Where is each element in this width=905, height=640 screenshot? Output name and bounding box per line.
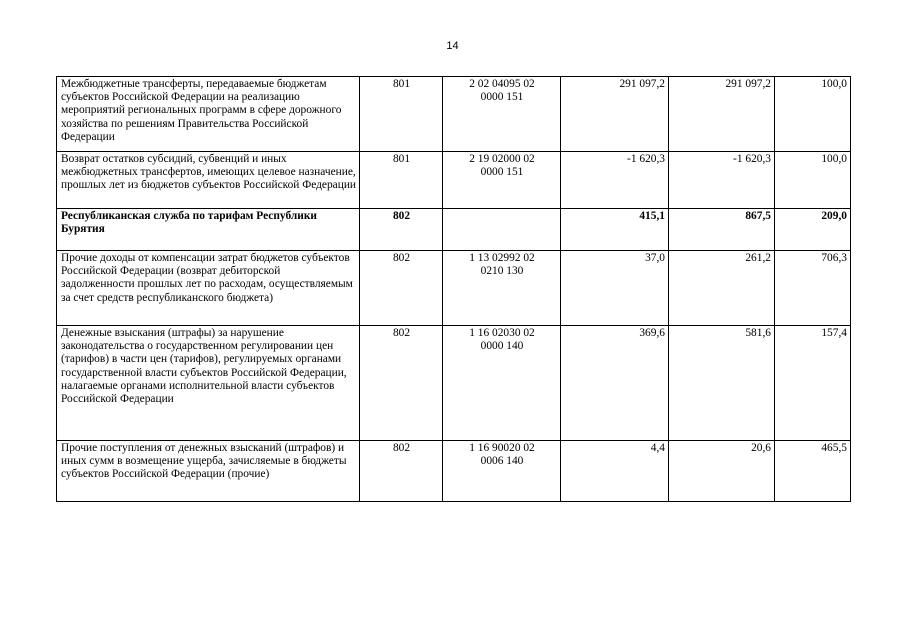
row-plan-value: -1 620,3 (561, 152, 669, 209)
table-row (57, 251, 851, 326)
budget-code-line-1: 1 16 90020 02 (469, 442, 535, 454)
row-percent-value: 706,3 (775, 251, 851, 326)
row-name: Межбюджетные трансферты, передаваемые бюджетам субъектов Российской Федерации на реализацию мероприятий региональных программ в сфере дорожного хозяйства по решениям Правительства Российской Федерации (57, 77, 360, 152)
row-budget-code (443, 441, 561, 502)
row-budget-code (443, 251, 561, 326)
row-budget-code (443, 152, 561, 209)
budget-code-line-2: 0000 151 (480, 166, 524, 179)
row-plan-value: 369,6 (561, 326, 669, 441)
row-name: Возврат остатков субсидий, субвенций и иных межбюджетных трансфертов, имеющих целевое назначение, прошлых лет из бюджетов субъектов Российской Федерации (57, 152, 360, 209)
row-actual-value: 867,5 (669, 209, 775, 251)
row-plan-value: 37,0 (561, 251, 669, 326)
row-name: Прочие доходы от компенсации затрат бюджетов субъектов Российской Федерации (возврат дебиторской задолженности прошлых лет по расходам, осуществляемым за счет средств республиканского бюджета) (57, 251, 360, 326)
row-budget-code (443, 326, 561, 441)
budget-code-line-1: 1 13 02992 02 (469, 252, 535, 264)
row-budget-code (443, 209, 561, 251)
row-actual-value: 20,6 (669, 441, 775, 502)
table-row-section-header (57, 209, 851, 251)
row-admin-code: 802 (360, 326, 443, 441)
budget-code-line-2: 0210 130 (480, 265, 524, 278)
row-admin-code: 802 (360, 209, 443, 251)
table-row (57, 441, 851, 502)
row-plan-value: 415,1 (561, 209, 669, 251)
row-actual-value: 261,2 (669, 251, 775, 326)
row-percent-value: 157,4 (775, 326, 851, 441)
budget-table (56, 76, 851, 502)
table-row (57, 77, 851, 152)
table-row (57, 152, 851, 209)
row-actual-value: 581,6 (669, 326, 775, 441)
row-name: Прочие поступления от денежных взысканий (штрафов) и иных сумм в возмещение ущерба, зачисляемые в бюджеты субъектов Российской Федерации (прочие) (57, 441, 360, 502)
row-name: Денежные взыскания (штрафы) за нарушение законодательства о государственном регулировании цен (тарифов) в части цен (тарифов), регулируемых органами государственной власти субъектов Российской Федерации, налагаемые органами исполнительной власти субъектов Российской Федерации (57, 326, 360, 441)
row-percent-value: 100,0 (775, 77, 851, 152)
budget-code-line-2: 0006 140 (480, 455, 524, 468)
page-number: 14 (446, 40, 459, 52)
budget-code-line-2: 0000 140 (480, 340, 524, 353)
row-actual-value: -1 620,3 (669, 152, 775, 209)
row-admin-code: 801 (360, 77, 443, 152)
row-budget-code (443, 77, 561, 152)
row-percent-value: 209,0 (775, 209, 851, 251)
row-name: Республиканская служба по тарифам Республики Бурятия (57, 209, 360, 251)
row-plan-value: 291 097,2 (561, 77, 669, 152)
row-actual-value: 291 097,2 (669, 77, 775, 152)
budget-code-line-1: 2 19 02000 02 (469, 153, 535, 165)
row-percent-value: 100,0 (775, 152, 851, 209)
table-row (57, 326, 851, 441)
budget-code-line-1: 1 16 02030 02 (469, 327, 535, 339)
row-admin-code: 802 (360, 251, 443, 326)
budget-code-line-2: 0000 151 (480, 91, 524, 104)
budget-code-line-1: 2 02 04095 02 (469, 78, 535, 90)
row-plan-value: 4,4 (561, 441, 669, 502)
row-admin-code: 802 (360, 441, 443, 502)
row-percent-value: 465,5 (775, 441, 851, 502)
row-admin-code: 801 (360, 152, 443, 209)
